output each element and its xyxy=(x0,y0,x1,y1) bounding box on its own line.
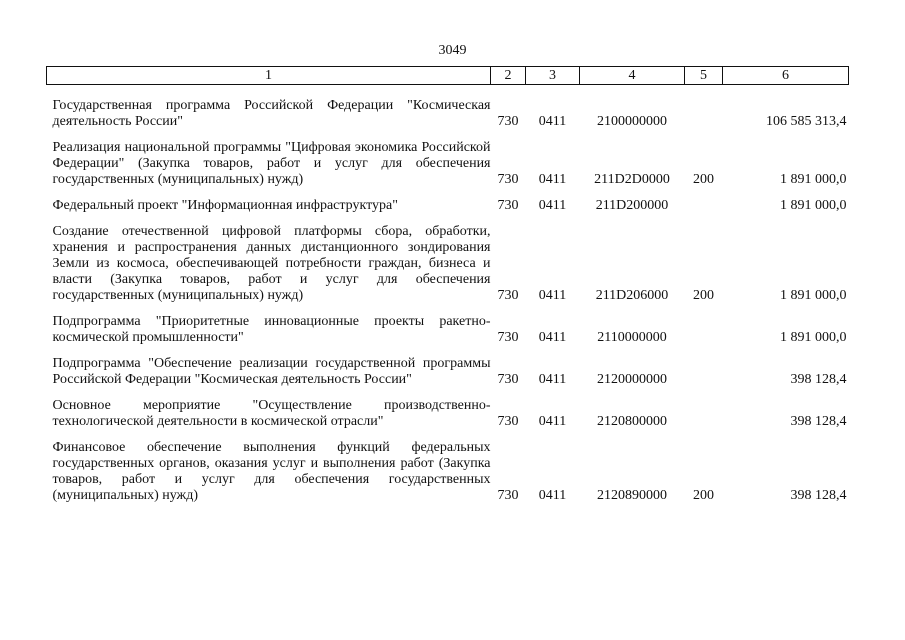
table-header xyxy=(47,67,849,85)
header-col-6: 6 xyxy=(723,67,849,85)
row-amount: 398 128,4 xyxy=(790,488,847,503)
row-col-4: 2100000000 xyxy=(597,114,667,129)
row-col-4: 211D206000 xyxy=(595,288,669,303)
header-col-5: 5 xyxy=(685,67,723,85)
table-row xyxy=(47,214,849,304)
table-row xyxy=(47,346,849,388)
row-amount: 398 128,4 xyxy=(790,414,847,429)
header-col-3: 3 xyxy=(526,67,580,85)
row-col-3: 0411 xyxy=(538,488,567,503)
row-col-5: 200 xyxy=(693,288,714,303)
row-name: Подпрограмма "Обеспечение реализации государственной программы Российской Федерации "Космическая деятельность России" xyxy=(52,356,491,387)
row-col-2: 730 xyxy=(497,198,519,213)
row-col-3: 0411 xyxy=(538,330,567,345)
row-col-4: 2120800000 xyxy=(597,414,667,429)
row-col-5 xyxy=(685,346,723,388)
budget-table xyxy=(46,66,849,504)
row-name: Основное мероприятие "Осуществление производственно-технологической деятельности в космической отрасли" xyxy=(52,398,491,429)
table-body xyxy=(47,85,849,505)
row-amount: 106 585 313,4 xyxy=(766,114,847,129)
header-col-4: 4 xyxy=(580,67,685,85)
row-col-5 xyxy=(685,304,723,346)
row-col-2: 730 xyxy=(497,114,519,129)
row-col-2: 730 xyxy=(497,414,519,429)
row-col-3: 0411 xyxy=(538,372,567,387)
table-row xyxy=(47,130,849,188)
row-amount: 398 128,4 xyxy=(790,372,847,387)
row-col-2: 730 xyxy=(497,372,519,387)
row-name: Реализация национальной программы "Цифровая экономика Российской Федерации" (Закупка товаров, работ и услуг для обеспечения государственных (муниципальных) нужд) xyxy=(52,140,491,187)
header-col-2: 2 xyxy=(491,67,526,85)
row-name: Финансовое обеспечение выполнения функций федеральных государственных органов, оказания услуг и выполнения работ (Закупка товаров, работ и услуг для обеспечения государственных (муниципальных) нужд) xyxy=(52,440,491,503)
row-col-4: 2120890000 xyxy=(597,488,667,503)
row-col-5: 200 xyxy=(693,488,714,503)
row-col-5 xyxy=(685,188,723,214)
row-col-3: 0411 xyxy=(538,114,567,129)
row-col-3: 0411 xyxy=(538,288,567,303)
row-col-4: 211D200000 xyxy=(595,198,669,213)
row-col-3: 0411 xyxy=(538,414,567,429)
table-row xyxy=(47,430,849,504)
table-row xyxy=(47,388,849,430)
row-col-2: 730 xyxy=(497,172,519,187)
row-col-2: 730 xyxy=(497,330,519,345)
row-amount: 1 891 000,0 xyxy=(780,330,847,345)
row-col-5: 200 xyxy=(693,172,714,187)
row-name: Федеральный проект "Информационная инфраструктура" xyxy=(52,198,398,213)
row-col-3: 0411 xyxy=(538,172,567,187)
row-amount: 1 891 000,0 xyxy=(780,172,847,187)
table-row xyxy=(47,188,849,214)
row-col-4: 211D2D0000 xyxy=(594,172,670,187)
table-row xyxy=(47,85,849,131)
row-name: Создание отечественной цифровой платформы сбора, обработки, хранения и распространения данных дистанционного зондирования Земли из космоса, обеспечивающей потребности граждан, бизнеса и власти (Закупка товаров, работ и услуг для обеспечения государственных (муниципальных) нужд) xyxy=(52,224,491,303)
row-col-2: 730 xyxy=(497,488,519,503)
row-col-3: 0411 xyxy=(538,198,567,213)
header-col-1: 1 xyxy=(47,67,491,85)
row-col-5 xyxy=(685,85,723,131)
row-col-4: 2110000000 xyxy=(597,330,667,345)
row-amount: 1 891 000,0 xyxy=(780,198,847,213)
row-amount: 1 891 000,0 xyxy=(780,288,847,303)
row-name: Государственная программа Российской Федерации "Космическая деятельность России" xyxy=(52,98,491,129)
header-row xyxy=(47,67,849,85)
page-number: 3049 xyxy=(438,43,467,58)
row-col-5 xyxy=(685,388,723,430)
row-col-2: 730 xyxy=(497,288,519,303)
table-row xyxy=(47,304,849,346)
row-name: Подпрограмма "Приоритетные инновационные проекты ракетно-космической промышленности" xyxy=(52,314,491,345)
row-col-4: 2120000000 xyxy=(597,372,667,387)
